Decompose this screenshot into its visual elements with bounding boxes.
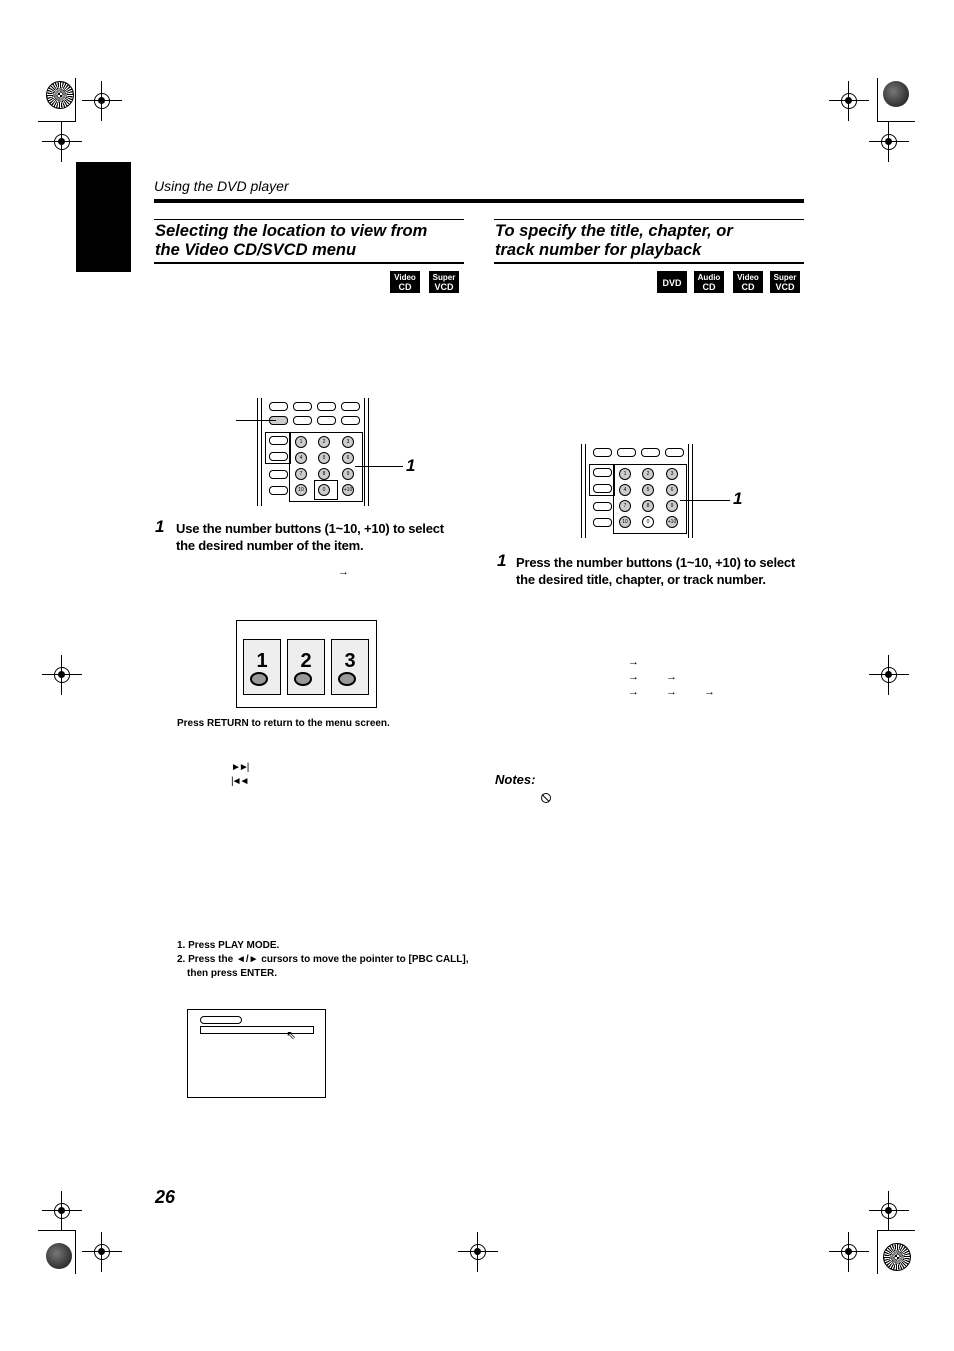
registration-mark-icon (869, 655, 909, 695)
step-text: Press the number buttons (1~10, +10) to select the desired title, chapter, or track number. (516, 555, 796, 587)
section-rule (494, 219, 804, 220)
prohibited-icon (541, 793, 551, 803)
notes-heading: Notes: (495, 772, 536, 787)
section-rule (494, 262, 804, 264)
skip-previous-icon: |◄◄ (231, 776, 248, 787)
skip-next-icon: ►►| (231, 762, 248, 773)
pointer-icon: ⇖ (286, 1028, 297, 1042)
video-cd-badge: Video CD (390, 271, 420, 293)
arrow-right-icon: → (704, 686, 715, 698)
trim-line (38, 1230, 76, 1231)
registration-mark-icon (829, 1232, 869, 1272)
callout-leader (355, 466, 403, 467)
trim-line (75, 78, 76, 122)
callout-leader (236, 420, 276, 421)
step-number: 1 (155, 517, 165, 536)
trim-line (877, 121, 915, 122)
menu-item-thumbnail: 3 (331, 639, 369, 695)
color-target-icon (46, 81, 74, 109)
trim-line (877, 78, 878, 122)
trim-line (877, 1230, 915, 1231)
super-vcd-badge: Super VCD (429, 271, 459, 293)
color-target-icon (46, 1243, 72, 1269)
trim-line (75, 1230, 76, 1274)
right-section-title: To specify the title, chapter, or track number for playback (495, 222, 733, 259)
dvd-badge: DVD (657, 271, 687, 293)
left-section-title: Selecting the location to view from the Video CD/SVCD menu (155, 222, 428, 259)
menu-item-thumbnail: 1 (243, 639, 281, 695)
callout-leader (680, 500, 730, 501)
audio-cd-badge: Audio CD (694, 271, 724, 293)
menu-item-thumbnail: 2 (287, 639, 325, 695)
callout-number: 1 (733, 489, 743, 508)
step-text: Use the number buttons (1~10, +10) to select the desired number of the item. (176, 521, 444, 553)
pbc-screen-illustration (187, 1009, 326, 1098)
registration-mark-icon (82, 81, 122, 121)
registration-mark-icon (869, 122, 909, 162)
running-header: Using the DVD player (154, 178, 289, 194)
remote-control-illustration: 1 2 3 4 5 6 7 8 9 10 0 +10 (581, 444, 693, 538)
registration-mark-icon (829, 81, 869, 121)
section-rule (154, 262, 464, 264)
arrow-right-icon: → (628, 686, 639, 698)
registration-mark-icon (42, 1191, 82, 1231)
arrow-right-icon: → (338, 566, 349, 578)
chapter-tab (76, 162, 131, 272)
registration-mark-icon (42, 122, 82, 162)
step-number: 1 (497, 551, 507, 570)
remote-control-illustration: 1 2 3 4 5 6 7 8 9 10 0 +10 (257, 398, 369, 506)
registration-mark-icon (869, 1191, 909, 1231)
arrow-right-icon: → (666, 671, 677, 683)
color-target-icon (883, 1243, 911, 1271)
return-note: Press RETURN to return to the menu screen. (177, 718, 390, 729)
header-rule (154, 199, 804, 203)
video-cd-badge: Video CD (733, 271, 763, 293)
section-rule (154, 219, 464, 220)
trim-line (877, 1230, 878, 1274)
arrow-right-icon: → (628, 656, 639, 668)
arrow-right-icon: → (628, 671, 639, 683)
arrow-right-icon: → (666, 686, 677, 698)
color-target-icon (883, 81, 909, 107)
registration-mark-icon (458, 1232, 498, 1272)
screen-bar (200, 1026, 314, 1034)
registration-mark-icon (42, 655, 82, 695)
registration-mark-icon (82, 1232, 122, 1272)
callout-number: 1 (406, 456, 416, 475)
super-vcd-badge: Super VCD (770, 271, 800, 293)
page-number: 26 (155, 1187, 176, 1207)
trim-line (38, 121, 76, 122)
screen-tab (200, 1016, 242, 1024)
pbc-call-instructions: 1. Press PLAY MODE. 2. Press the ◄/► cursors to move the pointer to [PBC CALL], then press ENTER. (177, 940, 469, 979)
menu-screen-illustration (236, 620, 377, 708)
